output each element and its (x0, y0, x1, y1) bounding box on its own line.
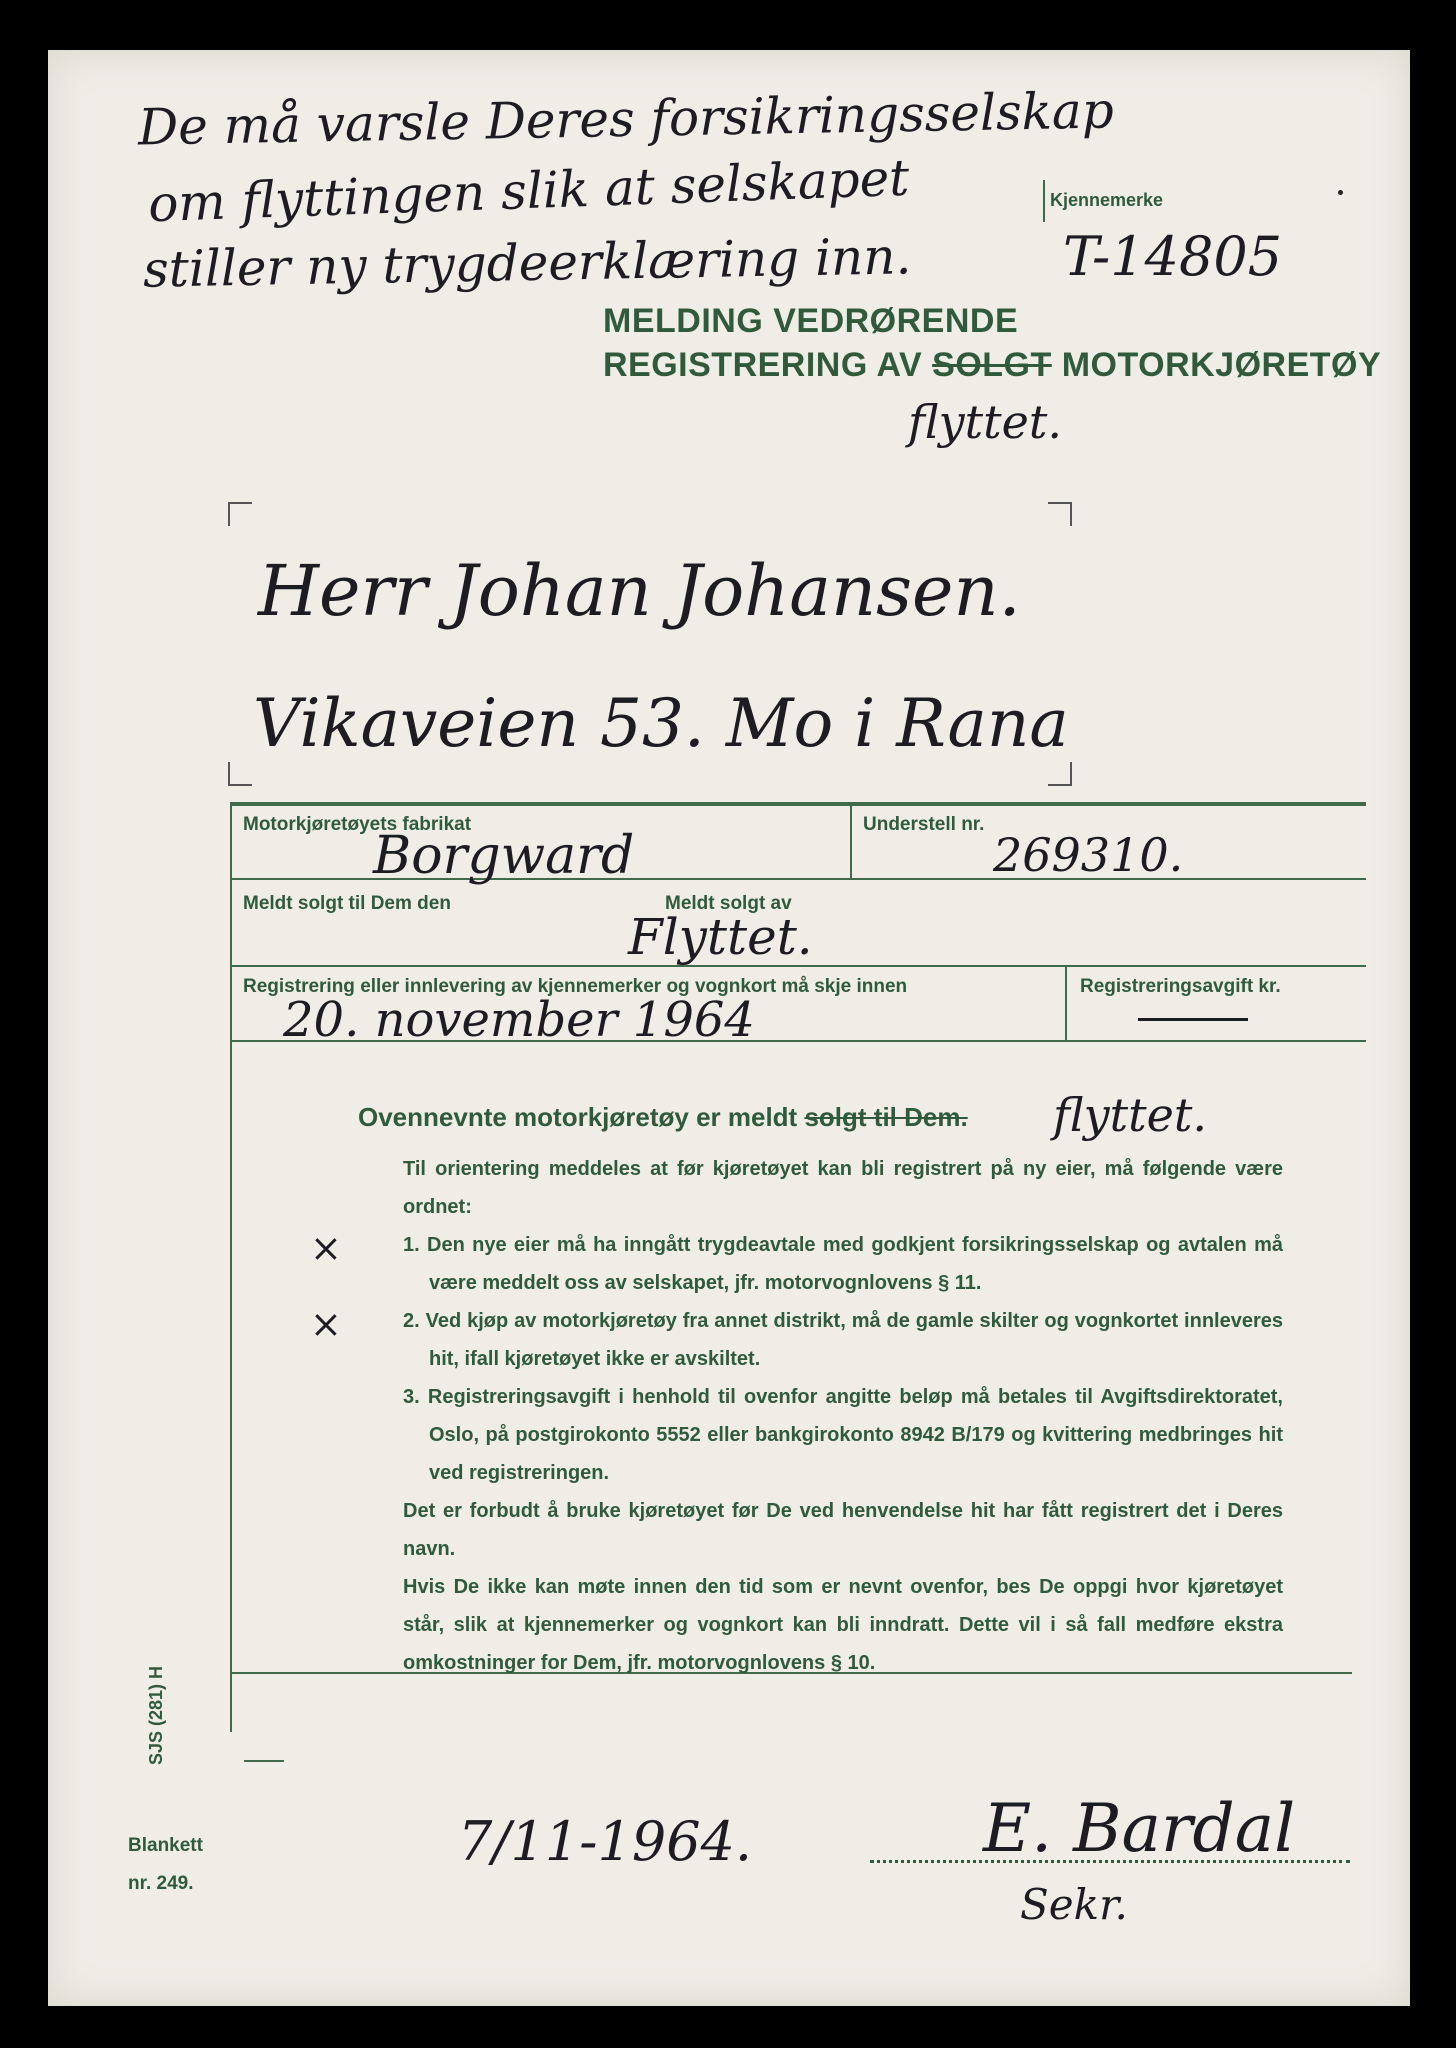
notice-heading-struck: solgt til Dem. (804, 1102, 968, 1132)
kjennemerke-label: Kjennemerke (1050, 190, 1164, 210)
sold-to-label: Meldt solgt til Dem den (243, 893, 451, 914)
check-mark-item1: × (310, 1226, 342, 1270)
chassis-value: 269310. (993, 828, 1184, 882)
form-sheet (48, 50, 1410, 2006)
form-number-label-line2: nr. 249. (128, 1873, 194, 1894)
signature-dotted-line (870, 1860, 1350, 1863)
notice-item3: 3. Registreringsavgift i henhold til ovenfor angitte beløp må betales til Avgiftsdirektoratet, Oslo, på postgirokonto 5552 eller bankgirokonto 8942 B/179 og kvittering medbringes hit ved registreringen. (403, 1386, 1283, 1484)
kjennemerke-field-border (1043, 180, 1045, 222)
fee-label: Registreringsavgift kr. (1080, 976, 1281, 997)
date-value: 7/11-1964. (458, 1810, 753, 1873)
form-number-label-line1: Blankett (128, 1835, 203, 1856)
deadline-value: 20. november 1964 (283, 992, 755, 1048)
form-top-border (230, 802, 1366, 806)
ink-dot (1338, 190, 1343, 195)
address-corner-tr (1048, 502, 1072, 526)
printer-code: SJS (281) H (146, 1665, 166, 1765)
chassis-label: Understell nr. (863, 814, 985, 835)
make-value: Borgward (373, 826, 635, 886)
handwritten-note-line1: De må varsle Deres forsikringsselskap (137, 81, 1115, 157)
fee-dash (1138, 1018, 1248, 1021)
address-corner-tl (228, 502, 252, 526)
sold-by-label: Meldt solgt av (665, 893, 792, 914)
check-mark-item2: × (310, 1302, 342, 1346)
notice-heading (358, 1102, 968, 1133)
deadline-label: Registrering eller innlevering av kjennemerker og vognkort må skje innen (243, 976, 908, 997)
form-row1-vdivider (850, 806, 852, 878)
notice-item2: 2. Ved kjøp av motorkjøretøy fra annet distrikt, må de gamle skilter og vognkortet innleveres hit, ifall kjøretøyet ikke er avskiltet. (403, 1310, 1283, 1370)
make-label: Motorkjøretøyets fabrikat (243, 814, 472, 835)
title-line2 (603, 346, 1381, 385)
addressee-name: Herr Johan Johansen. (258, 550, 1021, 632)
addressee-address: Vikaveien 53. Mo i Rana (253, 685, 1069, 762)
title-line1: MELDING VEDRØRENDE (603, 302, 1019, 340)
signature-title: Sekr. (1020, 1880, 1128, 1929)
title-line2-struck-word: SOLGT (932, 346, 1052, 384)
notice-heading-part-a: Ovennevnte motorkjøretøy er meldt (358, 1102, 805, 1132)
title-line2-part-a: REGISTRERING AV (603, 346, 933, 384)
notice-item1: 1. Den nye eier må ha inngått trygdeavtale med godkjent forsikringsselskap og avtalen må være meddelt oss av selskapet, jfr. motorvognlovens § 11. (403, 1234, 1283, 1294)
notice-para-cannot-meet: Hvis De ikke kan møte innen den tid som er nevnt ovenfor, bes De oppgi hvor kjøretøyet står, slik at kjennemerker og vognkort kan bli inndratt. Dette vil i så fall medføre ekstra omkostninger for Dem, jfr. motorvognlovens § 10. (403, 1576, 1283, 1674)
date-tick (244, 1760, 284, 1762)
form-row3-vdivider (1065, 967, 1067, 1040)
signature: E. Bardal (983, 1790, 1296, 1867)
title-correction: flyttet. (908, 395, 1062, 449)
sold-by-value: Flyttet. (628, 908, 813, 966)
handwritten-note-line2: om flyttingen slik at selskapet (147, 148, 911, 234)
title-line2-part-b: MOTORKJØRETØY (1051, 346, 1382, 384)
notice-intro: Til orientering meddeles at før kjøretøyet kan bli registrert på ny eier, må følgende være ordnet: (403, 1158, 1283, 1218)
address-corner-bl (228, 762, 252, 786)
handwritten-note-line3: stiller ny trygdeerklæring inn. (142, 227, 912, 299)
reported-correction: flyttet. (1053, 1088, 1207, 1142)
notice-para-forbidden: Det er forbudt å bruke kjøretøyet før De ved henvendelse hit har fått registrert det i Deres navn. (403, 1500, 1283, 1560)
registration-number: T-14805 (1063, 225, 1283, 288)
address-corner-br (1048, 762, 1072, 786)
